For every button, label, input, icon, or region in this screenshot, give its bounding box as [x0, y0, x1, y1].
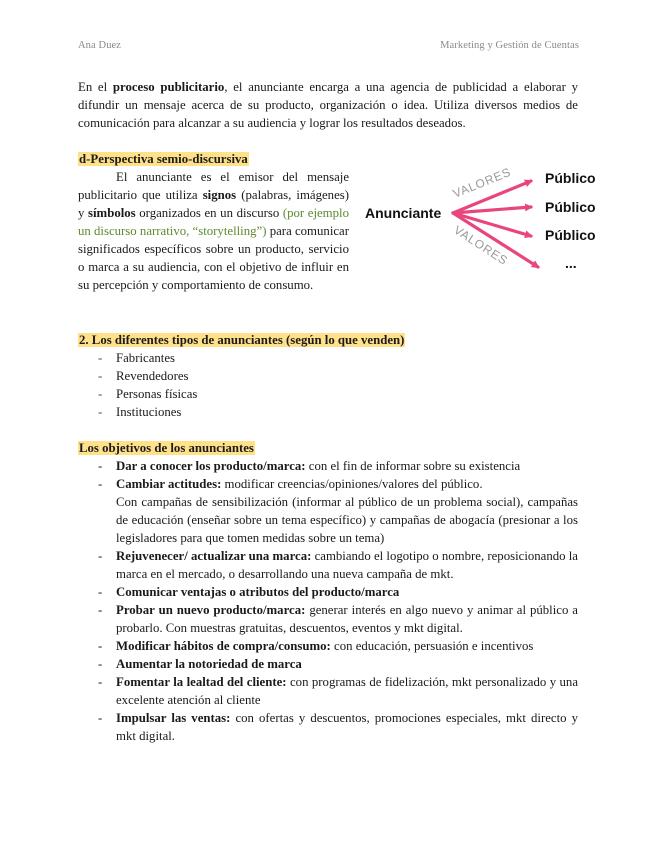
diagram-target-1: Público: [545, 170, 596, 186]
objetivo-text: modificar creencias/opiniones/valores del público.: [221, 477, 483, 491]
tipo-personas-fisicas: Personas físicas: [116, 387, 198, 401]
list-item: [78, 583, 578, 601]
diagram-source: Anunciante: [365, 205, 442, 221]
dash-marker: -: [98, 639, 103, 653]
dash-marker: -: [98, 405, 103, 419]
diagram-target-2: Público: [545, 199, 596, 215]
list-item: [78, 475, 578, 547]
objetivo-text: con el fin de informar sobre su existencia: [305, 459, 521, 473]
dash-marker: -: [98, 549, 103, 563]
objetivo-title: Dar a conocer los producto/marca:: [116, 459, 306, 473]
semio-text-4: para comunicar significados específicos sobre un producto, servicio o marca a su audiencia, con el objetivo de influir en su percepción y comportamiento de consumo.: [78, 224, 349, 292]
list-item: [78, 637, 578, 655]
semio-paragraph: [78, 168, 349, 294]
dash-marker: -: [98, 585, 103, 599]
list-item: [78, 367, 578, 385]
list-item: [78, 673, 578, 709]
tipo-revendedores: Revendedores: [116, 369, 189, 383]
diagram-label-top: VALORES: [450, 164, 514, 201]
objetivo-title: Probar un nuevo producto/marca:: [116, 603, 306, 617]
list-item: [78, 457, 578, 475]
tipos-heading: [78, 331, 405, 349]
tipo-instituciones: Instituciones: [116, 405, 182, 419]
objetivo-text: generar interés en algo nuevo y animar al público a probarlo. Con muestras gratuitas, descuentos, eventos y mkt digital.: [116, 603, 578, 635]
objetivos-heading: [78, 439, 255, 457]
anunciante-diagram: [355, 160, 615, 280]
objetivos-heading-text: Los objetivos de los anunciantes: [79, 441, 254, 455]
list-item: [78, 403, 578, 421]
diagram-target-3: Público: [545, 227, 596, 243]
diagram-label-bottom: VALORES: [451, 222, 511, 268]
diagram-target-4: ...: [565, 255, 577, 271]
dash-marker: -: [98, 603, 103, 617]
objetivo-text: con educación, persuasión e incentivos: [330, 639, 534, 653]
list-item: [78, 601, 578, 637]
objetivo-title: Rejuvenecer/ actualizar una marca:: [116, 549, 312, 563]
semio-text-3: organizados en un discurso: [135, 206, 283, 220]
semio-bold-signos: signos: [202, 188, 237, 202]
dash-marker: -: [98, 387, 103, 401]
list-item: [78, 709, 578, 745]
semio-example: (por ejemplo un discurso narrativo, “storytelling”): [78, 206, 349, 238]
objetivo-text: con programas de fidelización, mkt personalizado y una excelente atención al cliente: [116, 675, 579, 707]
tipos-heading-text: 2. Los diferentes tipos de anunciantes (según lo que venden): [79, 333, 405, 347]
semio-text-1: El anunciante es el emisor del mensaje publicitario que utiliza: [78, 170, 349, 202]
intro-text-1: En el: [78, 80, 113, 94]
dash-marker: -: [98, 369, 103, 383]
objetivo-text: cambiando el logotipo o nombre, reposicionando la marca en el mercado, o desarrollando una nueva campaña de mkt.: [116, 549, 578, 581]
dash-marker: -: [98, 675, 103, 689]
list-item: [78, 655, 578, 673]
objetivos-list: [78, 457, 578, 745]
dash-marker: -: [98, 477, 103, 491]
semio-heading-text: d-Perspectiva semio-discursiva: [79, 152, 248, 166]
intro-bold-term: proceso publicitario: [112, 80, 225, 94]
list-item: [78, 547, 578, 583]
header-author: Ana Duez: [78, 40, 122, 51]
objetivo-title: Comunicar ventajas o atributos del producto/marca: [116, 585, 400, 599]
objetivo-text: con ofertas y descuentos, promociones especiales, mkt directo y mkt digital.: [116, 711, 579, 743]
dash-marker: -: [98, 711, 103, 725]
header-course: Marketing y Gestión de Cuentas: [440, 40, 579, 51]
objetivo-title: Cambiar actitudes:: [116, 477, 222, 491]
objetivo-title: Aumentar la notoriedad de marca: [116, 657, 302, 671]
semio-heading: [78, 150, 249, 168]
dash-marker: -: [98, 351, 103, 365]
list-item: [78, 349, 578, 367]
semio-text-2: (palabras, imágenes) y: [78, 188, 349, 220]
objetivo-title: Impulsar las ventas:: [116, 711, 231, 725]
intro-text-2: , el anunciante encarga a una agencia de publicidad a elaborar y difundir un mensaje acerca de su producto, organización o idea. Utiliza diversos medios de comunicación para alcanzar a su audiencia y lograr los resultados deseados.: [78, 80, 578, 130]
tipo-fabricantes: Fabricantes: [116, 351, 175, 365]
objetivo-title: Fomentar la lealtad del cliente:: [116, 675, 287, 689]
objetivo-extra-text: Con campañas de sensibilización (informar al público de un problema social), campañas de educación (enseñar sobre un tema específico) y campañas de abogacía (presionar a los legisladores para que tomen medidas sobre un tema): [116, 495, 578, 545]
tipos-list: [78, 349, 578, 421]
objetivo-title: Modificar hábitos de compra/consumo:: [116, 639, 331, 653]
dash-marker: -: [98, 657, 103, 671]
intro-paragraph: [78, 78, 578, 132]
dash-marker: -: [98, 459, 103, 473]
list-item: [78, 385, 578, 403]
semio-bold-simbolos: símbolos: [88, 206, 136, 220]
